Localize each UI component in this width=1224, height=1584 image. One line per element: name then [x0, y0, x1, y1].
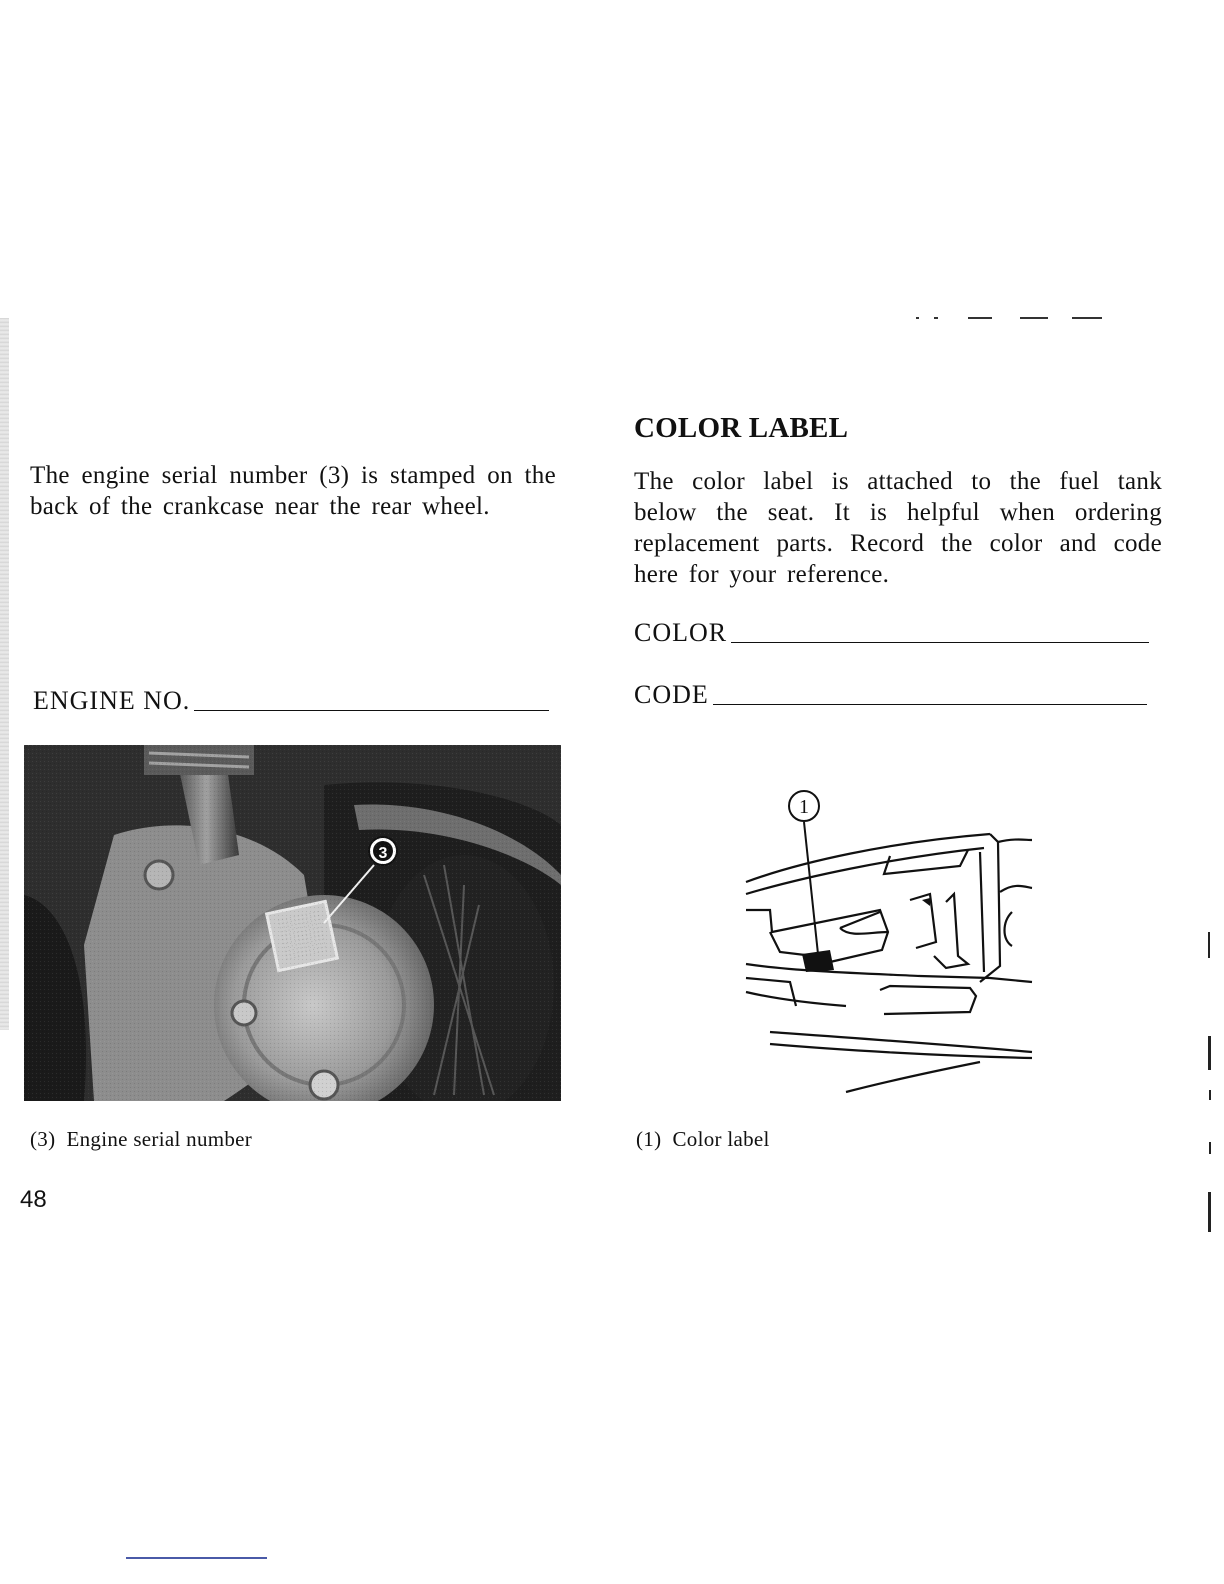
color-field-line [731, 642, 1149, 643]
code-field-line [713, 704, 1147, 705]
photo-caption: (3) Engine serial number [30, 1127, 253, 1151]
engine-no-field [33, 686, 549, 716]
engine-no-label: ENGINE NO. [33, 686, 191, 715]
color-label-diagram [740, 782, 1040, 1102]
color-label-heading: COLOR LABEL [634, 412, 849, 444]
bottom-rule [126, 1557, 267, 1559]
engine-no-line [194, 710, 549, 711]
diagram-callout-1: 1 [799, 796, 809, 818]
engine-photo [24, 745, 561, 1101]
code-field-label: CODE [634, 680, 709, 709]
color-field-label: COLOR [634, 618, 728, 647]
engine-serial-paragraph: The engine serial number (3) is stamped on the back of the crankcase near the rear wheel. [30, 462, 556, 520]
dash-marks [912, 306, 1112, 326]
page-number: 48 [20, 1186, 47, 1213]
code-field [634, 680, 1147, 710]
color-label-paragraph: The color label is attached to the fuel tank below the seat. It is helpful when ordering replacement parts. Record the color and code here for your reference. [634, 468, 1162, 588]
diagram-caption: (1) Color label [636, 1127, 770, 1151]
scan-edge-shadow [0, 318, 9, 1030]
color-field [634, 618, 1149, 648]
page-edge-marks [1204, 930, 1214, 1240]
